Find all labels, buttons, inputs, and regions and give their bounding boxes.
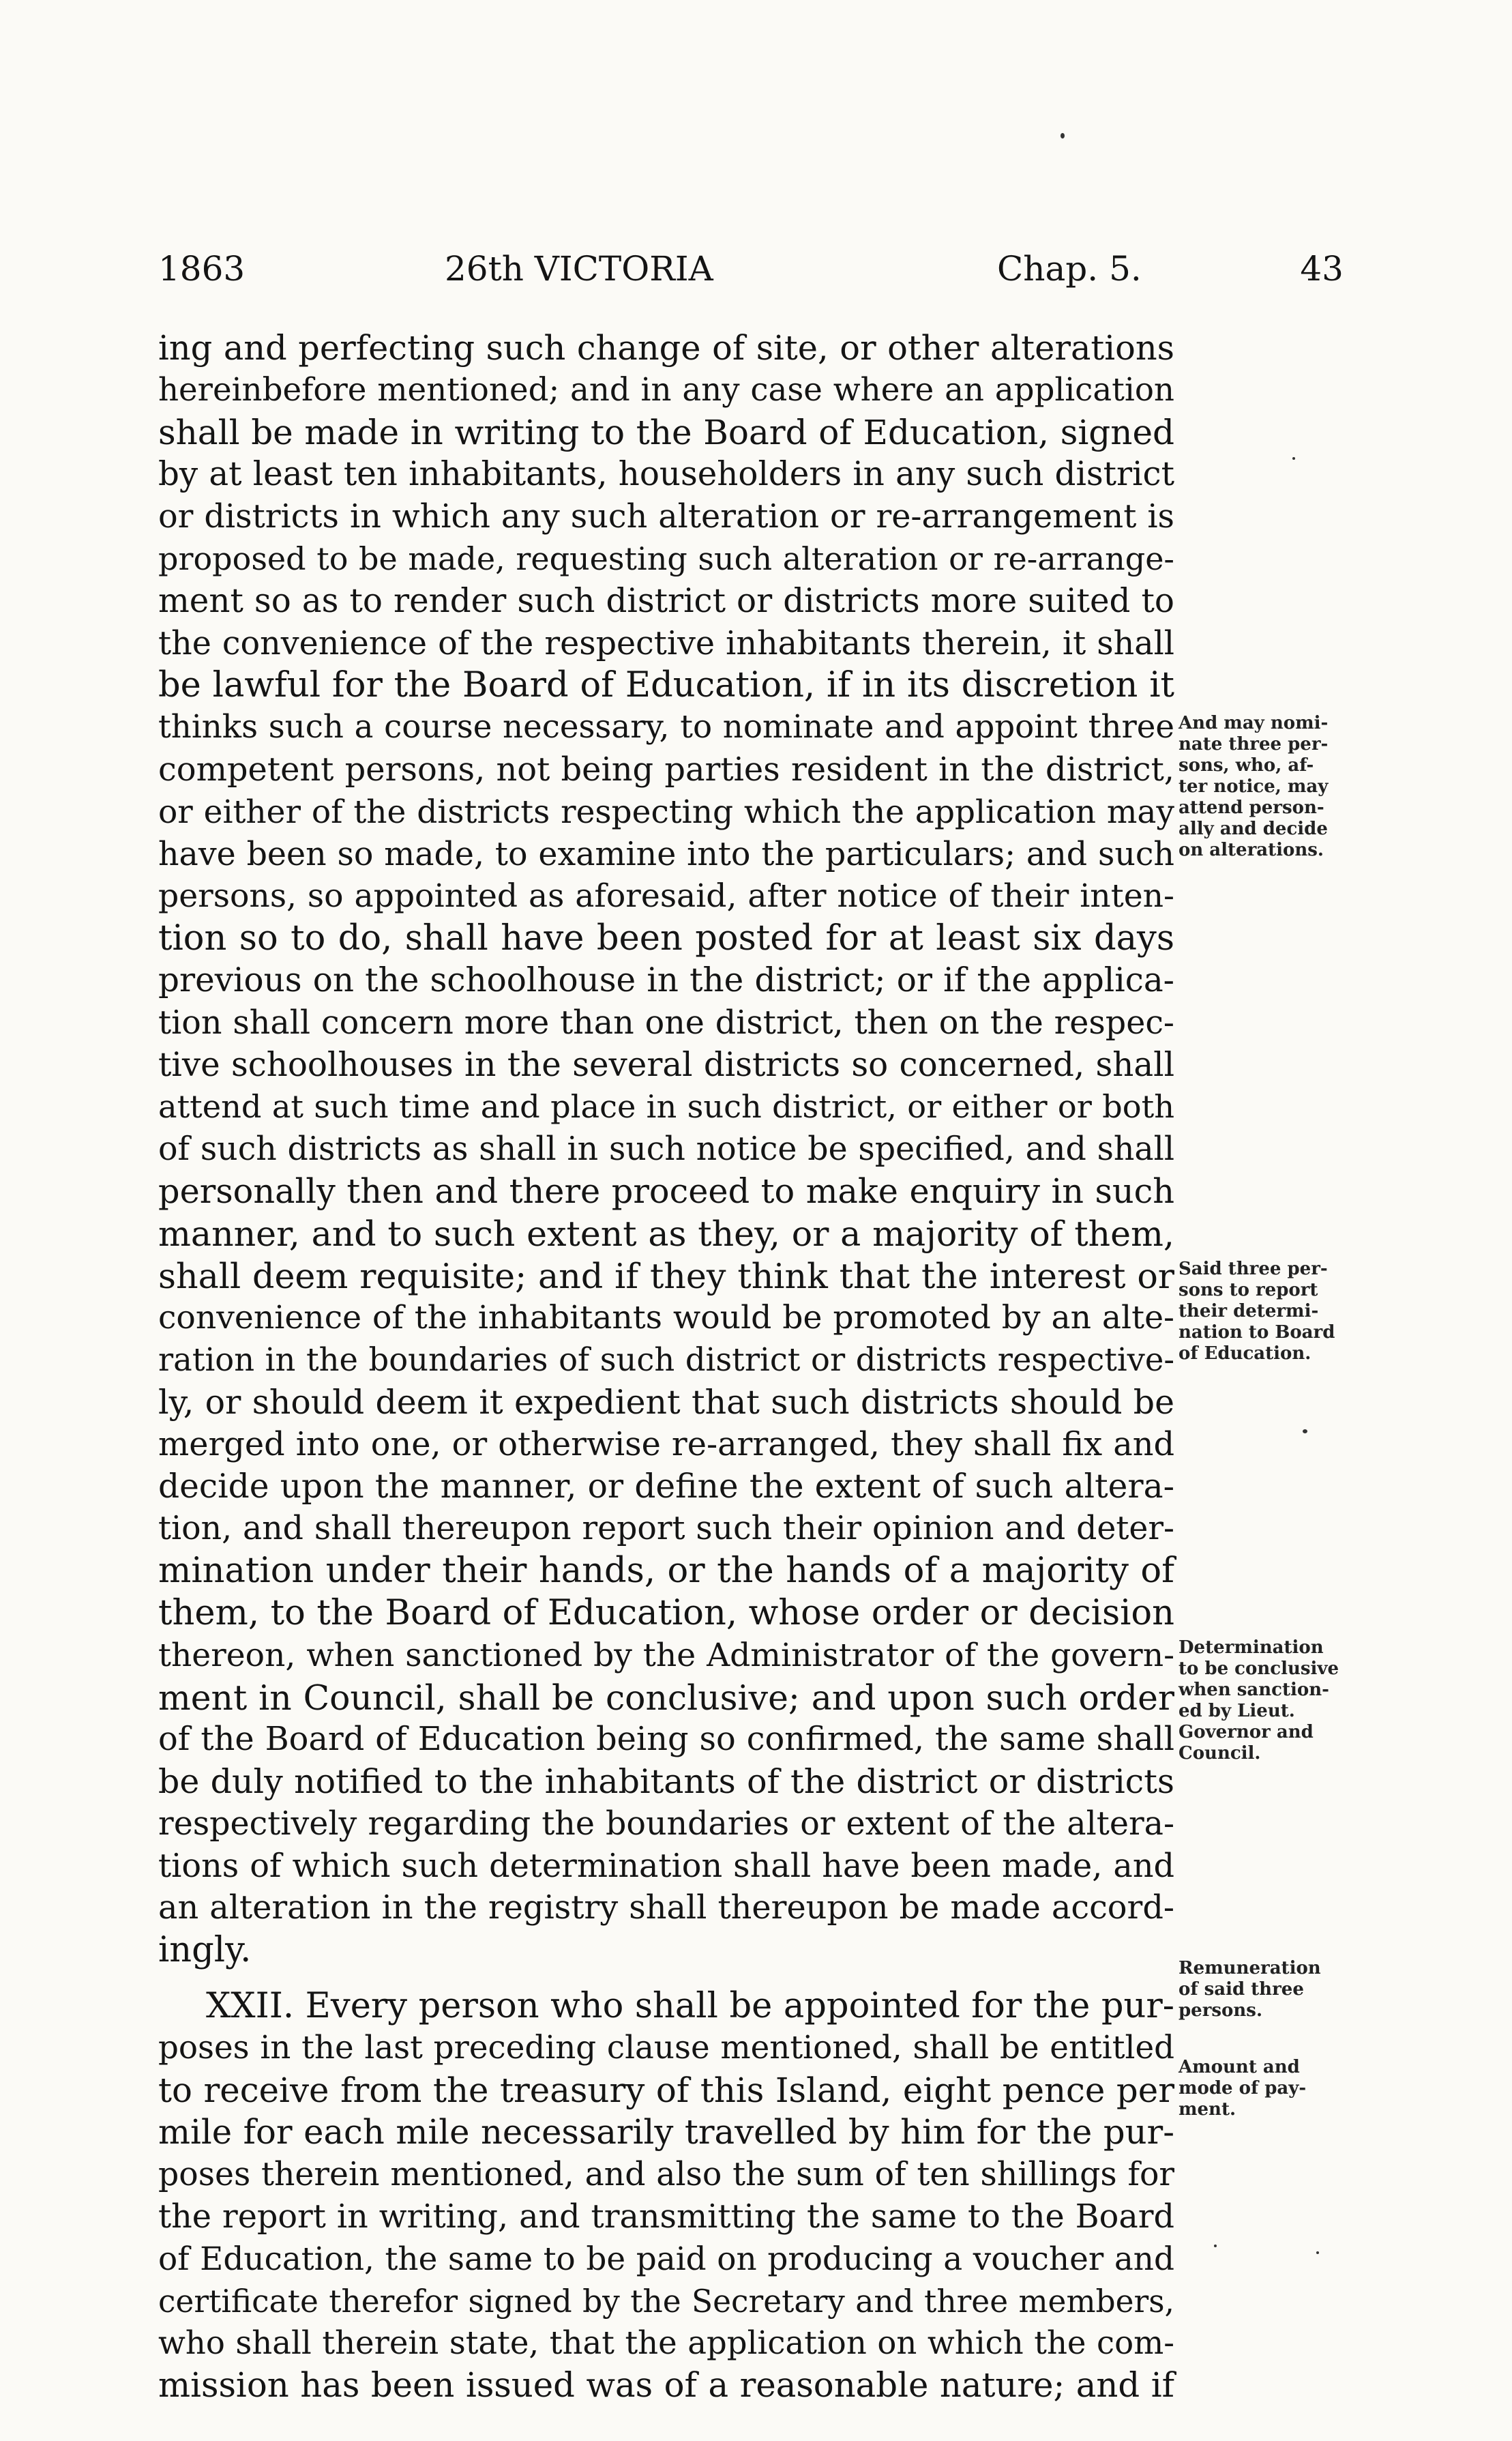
margin-note-payment <box>1179 2057 1356 2120</box>
header-page-number: 43 <box>1300 249 1344 289</box>
body-line: attend at such time and place in such district, or either or both <box>158 1088 1174 1126</box>
body-line: tive schoolhouses in the several districts so concerned, shall <box>158 1045 1174 1084</box>
body-line: shall be made in writing to the Board of Education, signed <box>158 412 1174 452</box>
body-line: ment so as to render such district or districts more suited to <box>158 581 1174 620</box>
ink-speck <box>1316 2251 1319 2254</box>
margin-note-line: ally and decide <box>1179 819 1328 839</box>
section-line: certificate therefor signed by the Secretary and three members, <box>158 2283 1174 2320</box>
ink-speck <box>1292 457 1295 460</box>
body-line: ment in Council, shall be conclusive; and upon such order <box>158 1677 1174 1718</box>
margin-note-line: Determination <box>1179 1637 1324 1658</box>
body-line: the convenience of the respective inhabitants therein, it shall <box>158 624 1174 662</box>
body-line: tion, and shall thereupon report such their opinion and deter- <box>158 1510 1174 1548</box>
body-line: an alteration in the registry shall thereupon be made accord- <box>158 1889 1174 1927</box>
body-line: tions of which such determination shall have been made, and <box>158 1847 1174 1885</box>
ink-speck <box>1303 1429 1307 1433</box>
body-line: respectively regarding the boundaries or extent of the altera- <box>158 1804 1174 1843</box>
header-chapter: Chap. 5. <box>997 249 1142 289</box>
margin-note-line: attend person- <box>1179 798 1324 818</box>
section-line: who shall therein state, that the application on which the com- <box>158 2324 1174 2362</box>
margin-note-nominate <box>1179 713 1356 861</box>
ink-speck <box>1214 2245 1217 2247</box>
margin-note-line: on alterations. <box>1179 840 1324 860</box>
margin-note-line: And may nomi- <box>1179 713 1329 733</box>
margin-note-line: of said three <box>1179 1979 1304 2000</box>
paragraph-gap <box>158 1972 1174 1985</box>
header-title: 26th VICTORIA <box>445 249 713 289</box>
body-line: of the Board of Education being so confirmed, the same shall <box>158 1721 1174 1759</box>
body-text <box>158 327 1174 2407</box>
body-line: tion shall concern more than one district, then on the respec- <box>158 1004 1174 1042</box>
body-line: or either of the districts respecting which the application may <box>158 793 1174 831</box>
body-line: persons, so appointed as aforesaid, after notice of their inten- <box>158 877 1174 916</box>
body-line: by at least ten inhabitants, householders in any such district <box>158 455 1174 494</box>
section-line: mile for each mile necessarily travelled by him for the pur- <box>158 2112 1174 2152</box>
body-line: thinks such a course necessary, to nominate and appoint three <box>158 709 1174 746</box>
body-line: merged into one, or otherwise re-arranged, they shall fix and <box>158 1425 1174 1463</box>
running-header <box>158 249 1344 304</box>
body-line: personally then and there proceed to make enquiry in such <box>158 1171 1174 1211</box>
body-line: be lawful for the Board of Education, if in its discretion it <box>158 665 1174 706</box>
body-line: tion so to do, shall have been posted for at least six days <box>158 918 1174 959</box>
margin-note-line: ter notice, may <box>1179 776 1329 797</box>
body-line: competent persons, not being parties resident in the district, <box>158 750 1174 789</box>
section-line: poses therein mentioned, and also the sum of ten shillings for <box>158 2156 1174 2194</box>
section-line: of Education, the same to be paid on producing a voucher and <box>158 2240 1174 2278</box>
margin-note-line: nate three per- <box>1179 734 1329 755</box>
body-line: ly, or should deem it expedient that such districts should be <box>158 1382 1174 1422</box>
margin-note-line: sons to report <box>1179 1280 1318 1300</box>
section-line: poses in the last preceding clause mentioned, shall be entitled <box>158 2029 1174 2066</box>
margin-note-line: sons, who, af- <box>1179 755 1314 776</box>
margin-note-line: of Education. <box>1179 1343 1311 1364</box>
body-line: them, to the Board of Education, whose order or decision <box>158 1592 1174 1633</box>
body-line: mination under their hands, or the hands of a majority of <box>158 1551 1174 1592</box>
margin-note-line: persons. <box>1179 2000 1262 2021</box>
margin-note-line: Governor and <box>1179 1722 1314 1742</box>
body-line: have been so made, to examine into the particulars; and such <box>158 835 1174 873</box>
margin-note-line: ment. <box>1179 2099 1236 2120</box>
body-line: of such districts as shall in such notice be specified, and shall <box>158 1130 1174 1169</box>
body-line: be duly notified to the inhabitants of the district or districts <box>158 1762 1174 1802</box>
header-year: 1863 <box>158 249 246 289</box>
margin-note-line: to be conclusive <box>1179 1658 1339 1679</box>
body-line: ingly. <box>158 1930 252 1971</box>
margin-note-line: Council. <box>1179 1743 1261 1764</box>
body-line: convenience of the inhabitants would be promoted by an alte- <box>158 1299 1174 1337</box>
section-line: the report in writing, and transmitting the same to the Board <box>158 2198 1174 2236</box>
margin-note-line: their determi- <box>1179 1301 1319 1321</box>
margin-note-determination <box>1179 1637 1356 1764</box>
margin-note-report <box>1179 1259 1356 1364</box>
body-line: thereon, when sanctioned by the Administrator of the govern- <box>158 1636 1174 1674</box>
section-line: to receive from the treasury of this Island, eight pence per <box>158 2070 1174 2110</box>
ink-speck <box>1061 133 1065 138</box>
body-line: previous on the schoolhouse in the district; or if the applica- <box>158 961 1174 999</box>
margin-note-line: nation to Board <box>1179 1322 1335 1343</box>
body-line: ration in the boundaries of such district or districts respective- <box>158 1341 1174 1379</box>
margin-note-line: when sanction- <box>1179 1680 1329 1700</box>
body-line: decide upon the manner, or define the extent of such altera- <box>158 1467 1174 1506</box>
body-line: shall deem requisite; and if they think that the interest or <box>158 1255 1174 1296</box>
margin-note-line: Said three per- <box>1179 1259 1328 1279</box>
body-line: or districts in which any such alteration or re-arrangement is <box>158 498 1174 536</box>
body-line: ing and perfecting such change of site, or other alterations <box>158 328 1174 368</box>
body-line: manner, and to such extent as they, or a majority of them, <box>158 1213 1174 1254</box>
margin-note-line: Amount and <box>1179 2057 1300 2077</box>
margin-note-line: Remuneration <box>1179 1958 1321 1978</box>
margin-note-line: mode of pay- <box>1179 2078 1307 2099</box>
body-line: hereinbefore mentioned; and in any case where an application <box>158 371 1174 409</box>
body-line: proposed to be made, requesting such alteration or re-arrange- <box>158 540 1174 577</box>
margin-note-remuneration <box>1179 1958 1356 2021</box>
margin-note-line: ed by Lieut. <box>1179 1701 1295 1721</box>
section-line: mission has been issued was of a reasonable nature; and if <box>158 2365 1174 2406</box>
section-line: XXII. Every person who shall be appointed for the pur- <box>206 1986 1174 2027</box>
